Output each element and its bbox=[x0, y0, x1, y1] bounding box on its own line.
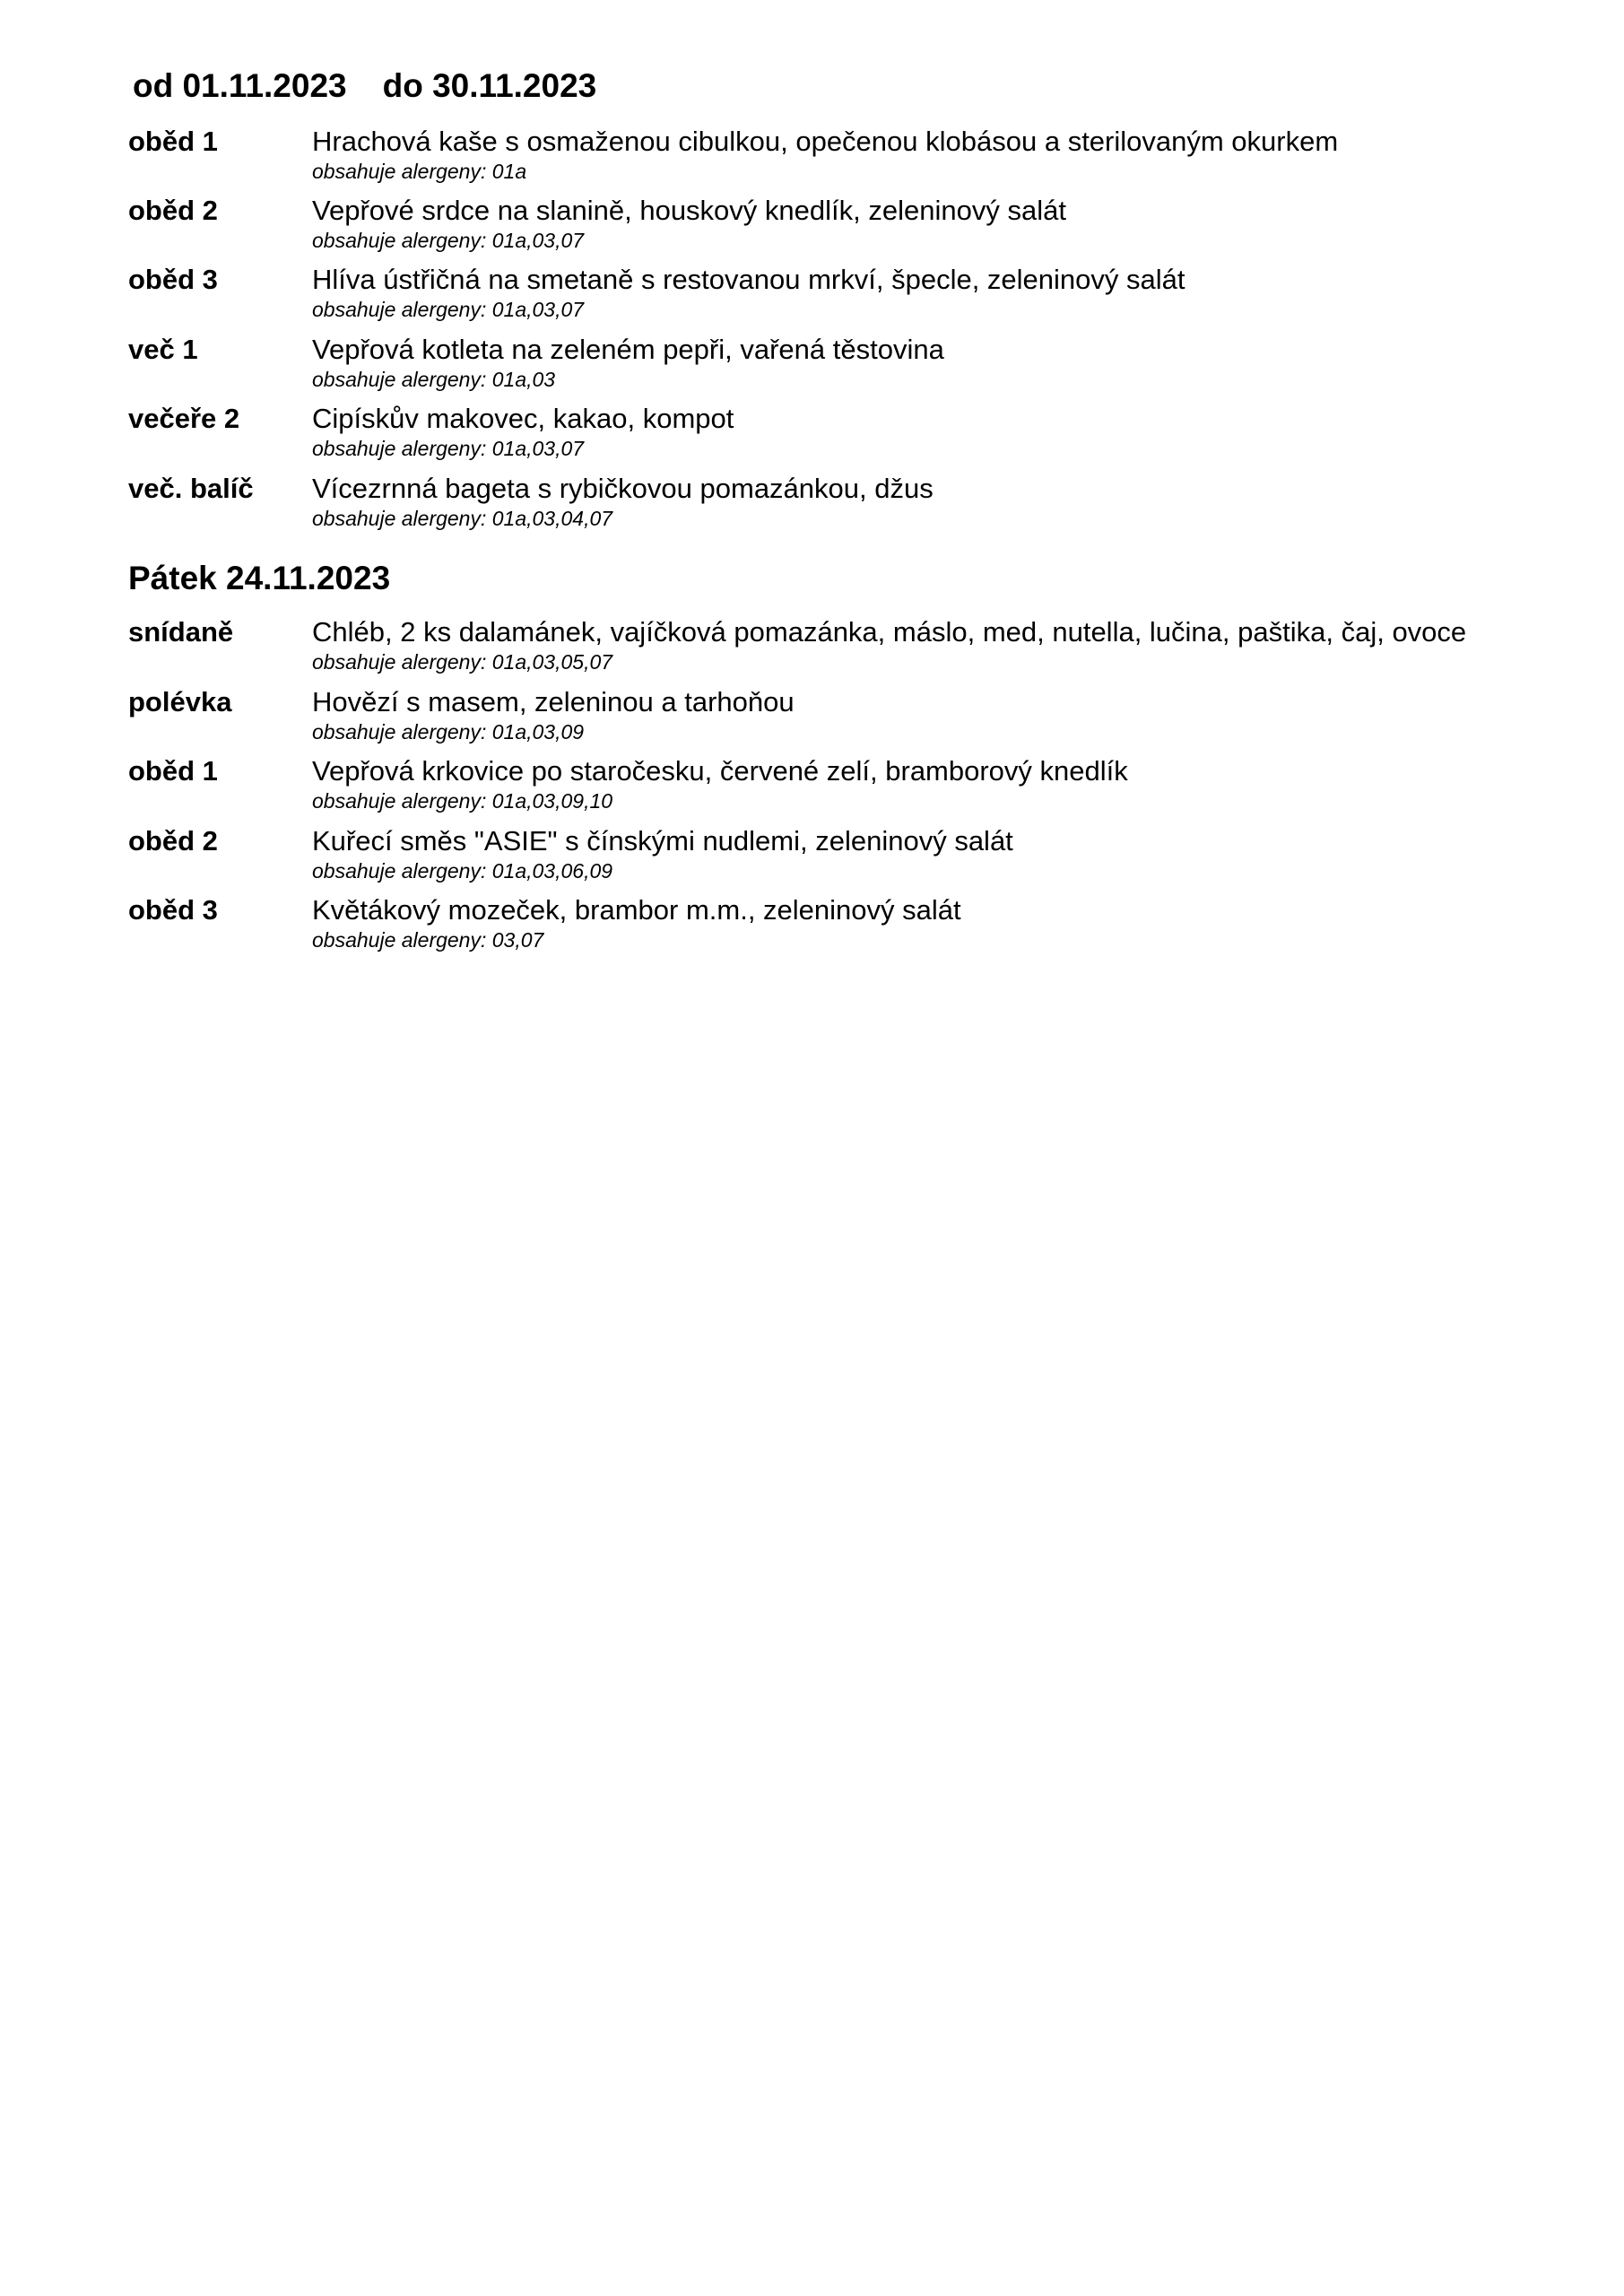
dish-name: Vícezrnná bageta s rybičkovou pomazánkou, džus bbox=[312, 473, 934, 504]
menu-item bbox=[128, 892, 1563, 962]
menu-item bbox=[128, 471, 1563, 541]
period-header bbox=[133, 65, 596, 108]
menu-item bbox=[128, 124, 1563, 194]
dish-name: Hovězí s masem, zeleninou a tarhoňou bbox=[312, 686, 795, 718]
meal-label: polévka bbox=[128, 686, 232, 718]
meal-label: oběd 1 bbox=[128, 755, 218, 787]
meal-label: snídaně bbox=[128, 616, 234, 648]
dish-name: Hlíva ústřičná na smetaně s restovanou mrkví, špecle, zeleninový salát bbox=[312, 264, 1185, 295]
meal-label: več 1 bbox=[128, 334, 198, 365]
allergens-note: obsahuje alergeny: 01a,03,09,10 bbox=[312, 789, 613, 813]
period-from: od 01.11.2023 bbox=[133, 67, 347, 104]
allergens-note: obsahuje alergeny: 01a,03,07 bbox=[312, 298, 585, 321]
dish-name: Vepřové srdce na slanině, houskový knedlík, zeleninový salát bbox=[312, 195, 1066, 226]
meal-label: večeře 2 bbox=[128, 403, 240, 434]
meal-label: oběd 3 bbox=[128, 894, 218, 926]
day-heading: Pátek 24.11.2023 bbox=[128, 560, 391, 596]
meal-label: oběd 3 bbox=[128, 264, 218, 295]
menu-item bbox=[128, 614, 1563, 684]
meal-label: oběd 2 bbox=[128, 825, 218, 857]
dish-name: Kuřecí směs "ASIE" s čínskými nudlemi, zeleninový salát bbox=[312, 825, 1013, 857]
dish-name: Vepřová kotleta na zeleném pepři, vařená těstovina bbox=[312, 334, 944, 365]
allergens-note: obsahuje alergeny: 01a bbox=[312, 160, 527, 183]
allergens-note: obsahuje alergeny: 01a,03,07 bbox=[312, 229, 585, 252]
dish-name: Chléb, 2 ks dalamánek, vajíčková pomazánka, máslo, med, nutella, lučina, paštika, čaj, ovoce bbox=[312, 616, 1467, 648]
menu-item bbox=[128, 332, 1563, 402]
menu-item bbox=[128, 193, 1563, 263]
meal-label: oběd 1 bbox=[128, 126, 218, 157]
menu-item bbox=[128, 262, 1563, 332]
allergens-note: obsahuje alergeny: 01a,03,04,07 bbox=[312, 507, 613, 530]
allergens-note: obsahuje alergeny: 01a,03,05,07 bbox=[312, 650, 613, 674]
allergens-note: obsahuje alergeny: 01a,03,09 bbox=[312, 720, 585, 744]
menu-item bbox=[128, 753, 1563, 823]
dish-name: Cipískův makovec, kakao, kompot bbox=[312, 403, 734, 434]
dish-name: Květákový mozeček, brambor m.m., zeleninový salát bbox=[312, 894, 961, 926]
allergens-note: obsahuje alergeny: 01a,03,07 bbox=[312, 437, 585, 460]
dish-name: Vepřová krkovice po staročesku, červené zelí, bramborový knedlík bbox=[312, 755, 1128, 787]
dish-name: Hrachová kaše s osmaženou cibulkou, opečenou klobásou a sterilovaným okurkem bbox=[312, 126, 1339, 157]
allergens-note: obsahuje alergeny: 03,07 bbox=[312, 928, 544, 952]
menu-item bbox=[128, 684, 1563, 754]
meal-label: več. balíč bbox=[128, 473, 254, 504]
meal-label: oběd 2 bbox=[128, 195, 218, 226]
menu-item bbox=[128, 823, 1563, 893]
menu-item bbox=[128, 401, 1563, 471]
allergens-note: obsahuje alergeny: 01a,03 bbox=[312, 368, 556, 391]
period-to: do 30.11.2023 bbox=[382, 67, 597, 104]
allergens-note: obsahuje alergeny: 01a,03,06,09 bbox=[312, 859, 613, 883]
